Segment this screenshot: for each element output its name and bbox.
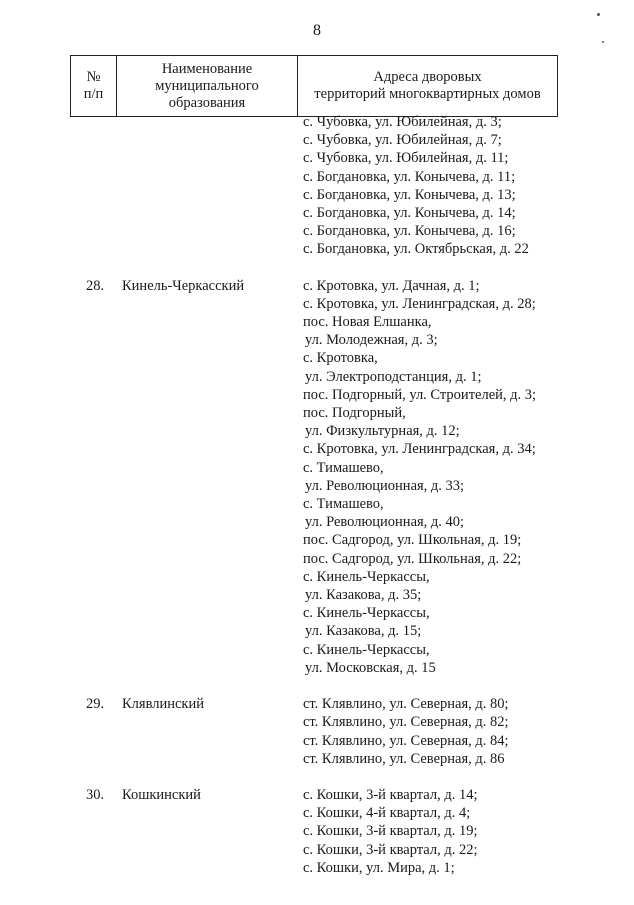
address-line: с. Кошки, 3-й квартал, д. 14; <box>303 786 478 803</box>
municipality-name: Кинель-Черкасский <box>122 277 245 294</box>
table-body <box>0 113 634 877</box>
address-line: пос. Садгород, ул. Школьная, д. 19; <box>303 532 522 549</box>
header-municipality-column: Наименование муниципального образования <box>117 56 298 116</box>
address-line: с. Богдановка, ул. Октябрьская, д. 22 <box>303 241 529 258</box>
header-number-column: № п/п <box>71 56 117 116</box>
municipality-name: Клявлинский <box>122 696 204 713</box>
address-line: с. Кошки, 3-й квартал, д. 19; <box>303 823 478 840</box>
address-line: ул. Московская, д. 15 <box>305 659 436 676</box>
header-addresses-column: Адреса дворовых территорий многоквартирных домов <box>314 69 541 102</box>
table-header <box>70 55 558 117</box>
row-number: 30. <box>86 786 105 803</box>
address-line: с. Кротовка, ул. Ленинградская, д. 28; <box>303 295 536 312</box>
address-list <box>303 113 634 259</box>
table-row <box>0 277 634 677</box>
address-line: ст. Клявлино, ул. Северная, д. 80; <box>303 696 509 713</box>
address-line: ул. Революционная, д. 33; <box>305 477 465 494</box>
address-line: с. Кошки, 3-й квартал, д. 22; <box>303 841 478 858</box>
scan-speck <box>597 13 600 16</box>
page-number: 8 <box>313 22 321 39</box>
address-line: с. Кошки, ул. Мира, д. 1; <box>303 859 455 876</box>
address-line: пос. Садгород, ул. Школьная, д. 22; <box>303 550 522 567</box>
address-line: ст. Клявлино, ул. Северная, д. 84; <box>303 732 509 749</box>
address-line: с. Богдановка, ул. Конычева, д. 16; <box>303 223 516 240</box>
address-line: ул. Казакова, д. 15; <box>305 623 422 640</box>
table-row <box>0 113 634 259</box>
address-line: ул. Физкультурная, д. 12; <box>305 423 460 440</box>
address-line: ул. Молодежная, д. 3; <box>305 332 438 349</box>
address-line: ул. Электроподстанция, д. 1; <box>305 368 482 385</box>
address-list <box>303 786 634 877</box>
address-line: ст. Клявлино, ул. Северная, д. 86 <box>303 750 505 767</box>
address-line: с. Богдановка, ул. Конычева, д. 13; <box>303 186 516 203</box>
address-line: ст. Клявлино, ул. Северная, д. 82; <box>303 714 509 731</box>
row-number: 29. <box>86 696 105 713</box>
scan-speck <box>602 41 604 43</box>
address-line: ул. Казакова, д. 35; <box>305 587 422 604</box>
row-number: 28. <box>86 277 105 294</box>
address-line: с. Кротовка, ул. Ленинградская, д. 34; <box>303 441 536 458</box>
address-line: ул. Революционная, д. 40; <box>305 514 465 531</box>
address-line: с. Чубовка, ул. Юбилейная, д. 3; <box>303 114 502 130</box>
address-line: пос. Подгорный, ул. Строителей, д. 3; <box>303 386 537 403</box>
table-row <box>0 695 634 768</box>
address-line: с. Кинель-Черкассы, <box>303 568 430 585</box>
municipality-name: Кошкинский <box>122 786 201 803</box>
address-line: с. Богдановка, ул. Конычева, д. 11; <box>303 168 516 185</box>
address-line: с. Кинель-Черкассы, <box>303 641 430 658</box>
address-line: с. Чубовка, ул. Юбилейная, д. 11; <box>303 150 509 167</box>
address-line: с. Чубовка, ул. Юбилейная, д. 7; <box>303 132 502 149</box>
address-list <box>303 695 634 768</box>
address-line: с. Богдановка, ул. Конычева, д. 14; <box>303 205 516 222</box>
address-line: с. Кротовка, ул. Дачная, д. 1; <box>303 277 480 294</box>
address-list <box>303 277 634 677</box>
address-line: пос. Подгорный, <box>303 405 406 422</box>
address-line: с. Кошки, 4-й квартал, д. 4; <box>303 805 471 822</box>
address-line: с. Тимашево, <box>303 459 384 476</box>
address-line: с. Кротовка, <box>303 350 378 367</box>
address-line: с. Кинель-Черкассы, <box>303 605 430 622</box>
table-row <box>0 786 634 877</box>
address-line: пос. Новая Елшанка, <box>303 314 432 331</box>
address-line: с. Тимашево, <box>303 496 384 513</box>
